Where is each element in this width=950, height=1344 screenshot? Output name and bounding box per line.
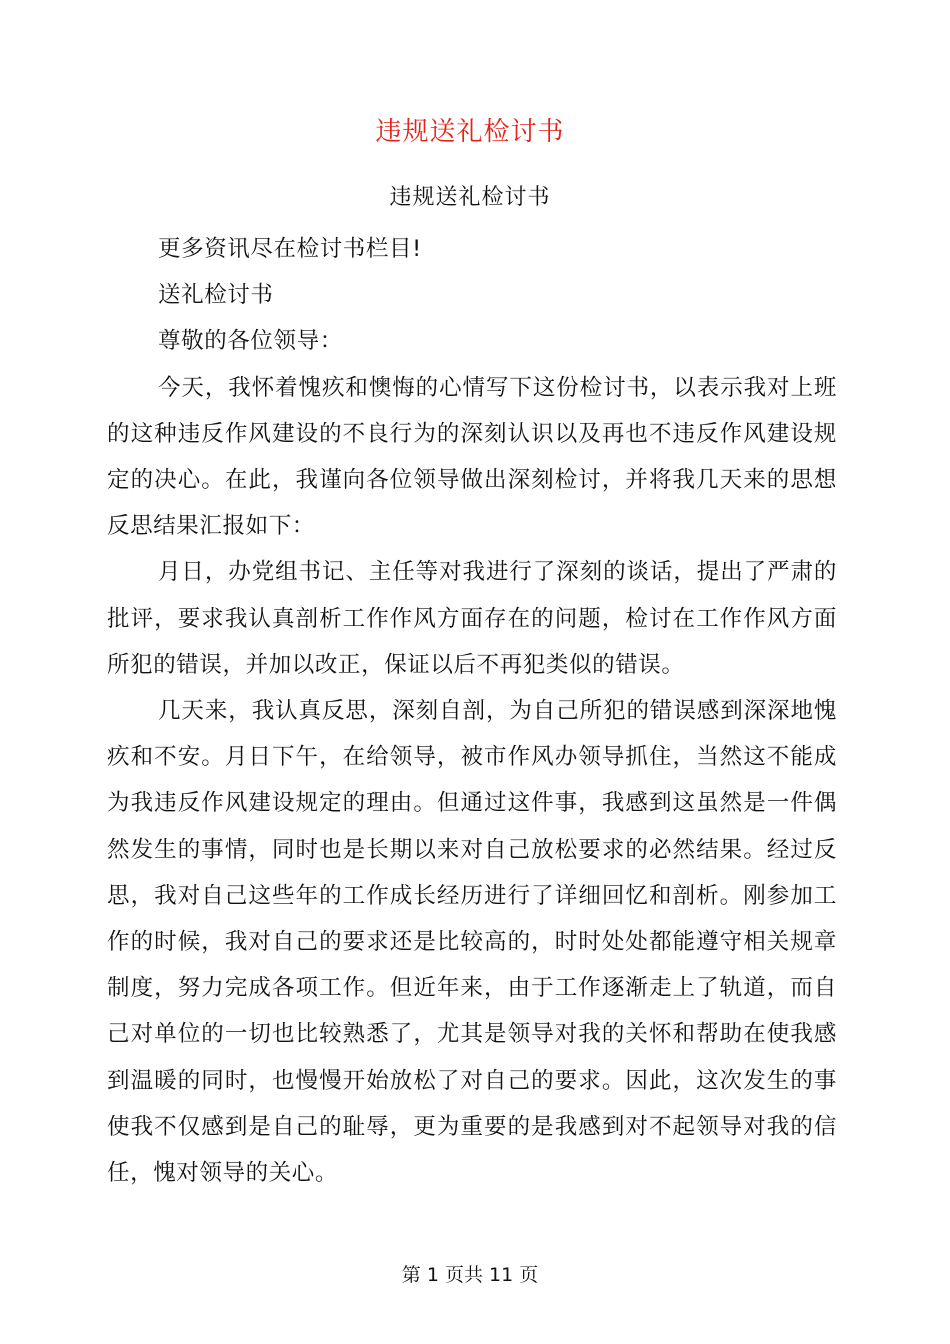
paragraph-talk: 月日，办党组书记、主任等对我进行了深刻的谈话，提出了严肃的批评，要求我认真剖析工作作风方面存在的问题，检讨在工作作风方面所犯的错误，并加以改正，保证以后不再犯类似的错误。: [107, 559, 837, 678]
paragraph-reflection: 几天来，我认真反思，深刻自剖，为自己所犯的错误感到深深地愧疚和不安。月日下午，在给领导，被市作风办领导抓住，当然这不能成为我违反作风建设规定的理由。但通过这件事，我感到这虽然是一件偶然发生的事情，同时也是长期以来对自己放松要求的必然结果。经过反思，我对自己这些年的工作成长经历进行了详细回忆和剖析。刚参加工作的时候，我对自己的要求还是比较高的，时时处处都能遵守相关规章制度，努力完成各项工作。但近年来，由于工作逐渐走上了轨道，而自己对单位的一切也比较熟悉了，尤其是领导对我的关怀和帮助在使我感到温暖的同时，也慢慢开始放松了对自己的要求。因此，这次发生的事使我不仅感到是自己的耻辱，更为重要的是我感到对不起领导对我的信任，愧对领导的关心。: [107, 698, 837, 1187]
paragraph-more-info: 更多资讯尽在检讨书栏目!: [158, 236, 422, 262]
paragraph-heading: 送礼检讨书: [158, 282, 274, 309]
paragraph-intro: 今天，我怀着愧疚和懊悔的心情写下这份检讨书，以表示我对上班的这种违反作风建设的不良行为的深刻认识以及再也不违反作风建设规定的决心。在此，我谨向各位领导做出深刻检讨，并将我几天来的思想反思结果汇报如下：: [107, 374, 837, 540]
paragraph-salutation: 尊敬的各位领导：: [158, 328, 343, 355]
document-body: [107, 226, 837, 1196]
page-footer: 第 1 页共 11 页: [401, 1264, 539, 1286]
document-subtitle: 违规送礼检讨书: [389, 185, 551, 210]
document-title: 违规送礼检讨书: [375, 117, 565, 147]
